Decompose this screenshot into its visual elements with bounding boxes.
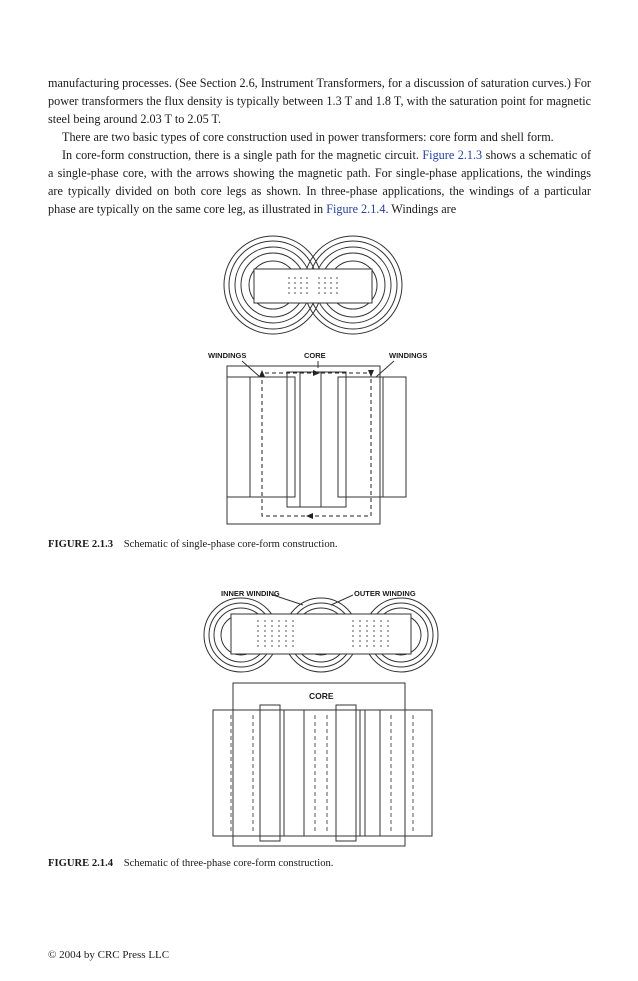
winding-outer-right bbox=[365, 710, 432, 836]
core-leg-center-2 bbox=[336, 705, 356, 841]
core-leg-left bbox=[260, 705, 280, 841]
winding-outer-center bbox=[280, 710, 365, 836]
magnetic-path bbox=[262, 373, 371, 516]
figure-2-1-3-caption-text: Schematic of single-phase core-form construction. bbox=[123, 539, 338, 550]
paragraph-3-text-a: In core-form construction, there is a single path for the magnetic circuit. bbox=[62, 148, 423, 162]
core-leg-right bbox=[360, 710, 380, 836]
paragraph-1: manufacturing processes. (See Section 2.6, Instrument Transformers, for a discussion of saturation curves.) For power transformers the flux density is typically between 1.3 T and 1.8 T, with the saturation point for magnetic steel being around 2.03 T to 2.05 T. bbox=[48, 76, 591, 126]
label-core: CORE bbox=[309, 691, 334, 701]
core-leg-center bbox=[284, 710, 304, 836]
paragraph-2: There are two basic types of core construction used in power transformers: core form and shell form. bbox=[62, 130, 554, 144]
winding-right-inner bbox=[338, 377, 383, 497]
figure-2-1-4-caption-text: Schematic of three-phase core-form construction. bbox=[123, 858, 334, 869]
figure-2-1-4-caption bbox=[48, 858, 333, 869]
body-text bbox=[48, 74, 591, 218]
label-outer-winding: OUTER WINDING bbox=[354, 589, 416, 598]
label-windings-right: WINDINGS bbox=[389, 351, 428, 360]
figure-2-1-4-link[interactable]: Figure 2.1.4 bbox=[326, 202, 386, 216]
figure-2-1-3-number: FIGURE 2.1.3 bbox=[48, 539, 114, 550]
winding-left-inner bbox=[250, 377, 295, 497]
leader-windings-right bbox=[376, 361, 394, 377]
figure-2-1-3-caption bbox=[48, 539, 338, 550]
label-windings-left: WINDINGS bbox=[208, 351, 247, 360]
figure-2-1-4-diagram bbox=[203, 585, 443, 850]
paragraph-3-text-b: shows a schematic of a single-phase core, with the arrows showing the magnetic path. For single-phase applications, the windings are typically divided on both core legs as shown. In three-phase applications, the windings of a particular phase are typically on the same core leg, as illustrated in bbox=[48, 148, 592, 216]
core-outer bbox=[233, 683, 405, 846]
core-window bbox=[287, 372, 346, 507]
paragraph-3-text-c: . Windings are bbox=[385, 202, 457, 216]
figure-2-1-3-link[interactable]: Figure 2.1.3 bbox=[422, 148, 483, 162]
figure-2-1-3-diagram bbox=[190, 235, 440, 530]
paragraph-3 bbox=[48, 146, 591, 218]
core-top-view bbox=[254, 269, 372, 303]
core-leg-inner bbox=[300, 372, 321, 507]
winding-right-outer bbox=[338, 377, 406, 497]
winding-left-outer bbox=[227, 377, 295, 497]
winding-dash-lines bbox=[231, 715, 413, 831]
winding-outer-left bbox=[213, 710, 280, 836]
label-core: CORE bbox=[304, 351, 326, 360]
leader-windings-left bbox=[242, 361, 260, 377]
figure-2-1-4-number: FIGURE 2.1.4 bbox=[48, 858, 114, 869]
copyright-footer: © 2004 by CRC Press LLC bbox=[48, 949, 170, 961]
label-inner-winding: INNER WINDING bbox=[221, 589, 280, 598]
